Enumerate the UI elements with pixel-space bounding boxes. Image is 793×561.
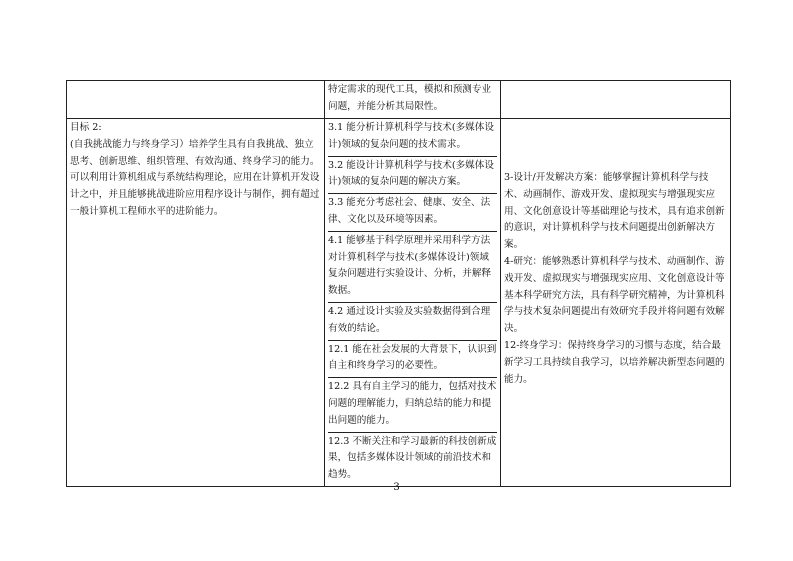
top-row-col1 [67,81,325,119]
top-row-text: 特定需求的现代工具，模拟和预测专业问题，并能分析其局限性。 [328,84,492,112]
top-row-col2 [325,81,501,119]
requirement-4: 4-研究：能够熟悉计算机科学与技术、动画制作、游戏开发、虚拟现实与增强现实应用、文化创意设计等基本科学研究方法，具有科学研究精神，为计算机科学与技术复杂问题提出有效研究手段并将问题有效解决。 [504,255,725,335]
table-row [67,81,731,119]
goal-text: (自我挑战能力与终身学习）培养学生具有自我挑战、独立思考、创新思维、组织管理、有效沟通、终身学习的能力。可以利用计算机组成与系统结构理论，应用在计算机开发设计之中，并且能够挑战进阶应用程序设计与制作，拥有超过一般计算机工程师水平的进阶能力。 [70,138,320,217]
indicator-3-2: 3.2 能设计计算机科学与技术(多媒体设计)领域的复杂问题的解决方案。 [328,156,497,194]
indicator-3-1: 3.1 能分析计算机科学与技术(多媒体设计)领域的复杂问题的技术需求。 [328,122,494,150]
indicator-4-2: 4.2 通过设计实验及实验数据得到合理有效的结论。 [328,302,497,340]
page-number: 3 [393,482,400,493]
table-row [67,119,731,487]
goal-title: 目标 2: [70,122,102,133]
indicator-12-3: 12.3 不断关注和学习最新的科技创新成果，包括多媒体设计领域的前沿技术和趋势。 [328,432,497,486]
requirement-3: 3-设计/开发解决方案：能够掌握计算机科学与技术、动画制作、游戏开发、虚拟现实与增强现实应用、文化创意设计等基础理论与技术，具有追求创新的意识，对计算机科学与技术问题提出创新解决方案。 [504,172,725,251]
indicator-3-3: 3.3 能充分考虑社会、健康、安全、法律、文化以及环境等因素。 [328,193,497,231]
curriculum-table [66,80,731,487]
indicator-cell [325,119,501,487]
requirement-12: 12-终身学习：保持终身学习的习惯与态度，结合最新学习工具持续自我学习，以培养解决新型态问题的能力。 [504,339,725,385]
indicator-4-1: 4.1 能够基于科学原理并采用科学方法对计算机科学与技术(多媒体设计)领域复杂问题进行实验设计、分析，并解释数据。 [328,231,497,302]
indicator-12-1: 12.1 能在社会发展的大背景下，认识到自主和终身学习的必要性。 [328,340,497,378]
goal-cell [67,119,325,487]
indicator-12-2: 12.2 具有自主学习的能力，包括对技术问题的理解能力，归纳总结的能力和提出问题的能力。 [328,377,497,431]
requirement-cell [501,119,731,487]
top-row-col3 [501,81,731,119]
